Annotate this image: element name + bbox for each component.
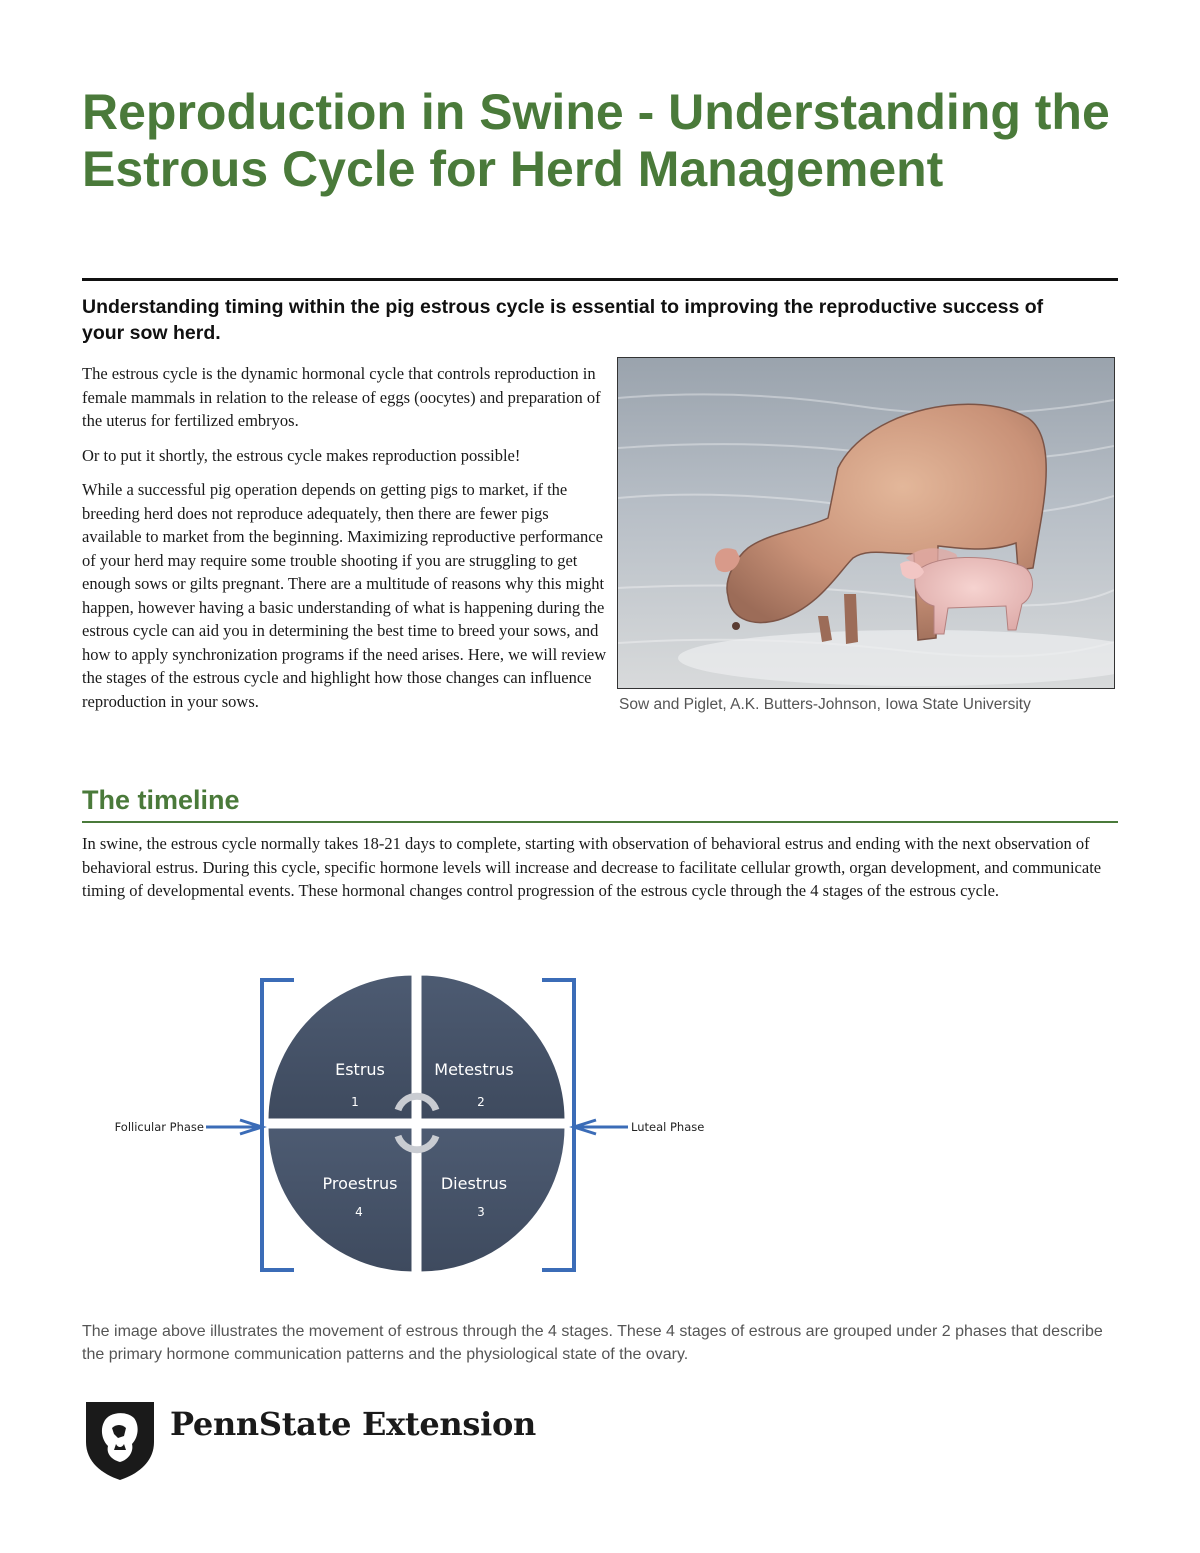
estrus-quadrant <box>267 974 413 1120</box>
diestrus-quadrant <box>420 1127 566 1273</box>
page-title: Reproduction in Swine - Understanding the Estrous Cycle for Herd Management <box>82 84 1110 197</box>
stage-number: 4 <box>355 1205 363 1219</box>
luteal-phase-label: Luteal Phase <box>631 1120 705 1134</box>
proestrus-quadrant <box>267 1127 413 1273</box>
diagram-caption: The image above illustrates the movement of estrous through the 4 stages. These 4 stages of estrous are grouped under 2 phases that describe the primary hormone communication patterns and the physiological state of the ovary. <box>82 1323 1103 1363</box>
intro-paragraph: Or to put it shortly, the estrous cycle makes reproduction possible! <box>82 445 521 465</box>
timeline-paragraph: In swine, the estrous cycle normally takes 18-21 days to complete, starting with observation of behavioral estrus and ending with the next observation of behavioral estrus. During this cycle, specific hormone levels will increase and decrease to facilitate cellular growth, organ development, and communicate timing of developmental events. These hormonal changes control progression of the estrous cycle through the 4 stages of the estrous cycle. <box>82 834 1102 900</box>
section-heading: The timeline <box>82 785 240 815</box>
stage-number: 2 <box>477 1095 485 1109</box>
stage-label: Metestrus <box>434 1060 514 1079</box>
cycle-quadrants <box>267 974 566 1273</box>
stage-label: Proestrus <box>322 1174 398 1193</box>
follicular-phase-label: Follicular Phase <box>114 1120 204 1134</box>
metestrus-quadrant <box>420 974 566 1120</box>
stage-label: Diestrus <box>440 1174 508 1193</box>
stage-label: Estrus <box>335 1060 385 1079</box>
pennstate-extension-logo[interactable] <box>82 1398 542 1482</box>
nittany-lion-shield-icon <box>82 1398 158 1482</box>
sow-and-piglet-photo <box>617 357 1115 689</box>
intro-paragraph: The estrous cycle is the dynamic hormonal cycle that controls reproduction in female mammals in relation to the release of eggs (oocytes) and preparation of the uterus for fertilized embryos. <box>82 364 601 430</box>
brand-name: PennState Extension <box>170 1405 536 1443</box>
estrous-cycle-diagram <box>100 970 720 1290</box>
photo-caption: Sow and Piglet, A.K. Butters-Johnson, Iowa State University <box>619 696 1031 713</box>
luteal-bracket <box>542 980 574 1270</box>
stage-number: 3 <box>477 1205 485 1219</box>
intro-column <box>82 362 612 724</box>
lead-paragraph: Understanding timing within the pig estrous cycle is essential to improving the reproductive success of your sow herd. <box>82 296 1044 344</box>
cycle-arrows-icon <box>398 1096 436 1150</box>
title-divider <box>82 278 1118 281</box>
section-divider <box>82 821 1118 823</box>
intro-paragraph: While a successful pig operation depends on getting pigs to market, if the breeding herd does not reproduce adequately, then there are fewer pigs available to market from the beginning. Maximizing reproductive performance of your herd may require some trouble shooting if you are struggling to get enough sows or gilts pregnant. There are a multitude of reasons why this might happen, however having a basic understanding of what is happening during the estrous cycle can aid you in determining the best time to breed your sows, and how to apply synchronization programs if the need arises. Here, we will review the stages of the estrous cycle and highlight how those changes can influence reproduction in your sows. <box>82 480 607 711</box>
stage-number: 1 <box>351 1095 359 1109</box>
follicular-bracket <box>262 980 294 1270</box>
